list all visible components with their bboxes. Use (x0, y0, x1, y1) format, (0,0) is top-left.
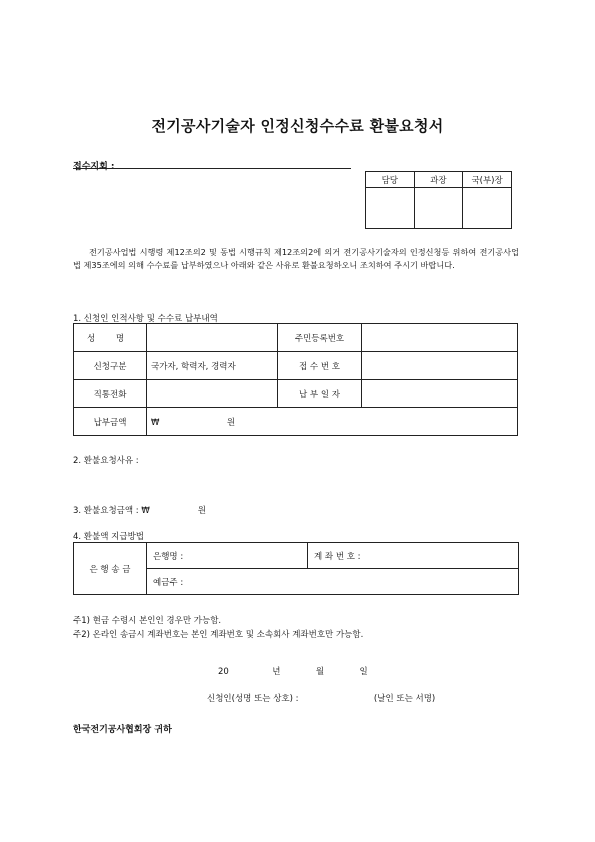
section4-title: 4. 환불액 지급방법 (73, 532, 144, 542)
bank-name-label: 은행명 : (153, 551, 184, 562)
amount-currency: ₩ (151, 417, 160, 428)
date-line (218, 665, 368, 677)
account-number-field[interactable] (308, 543, 519, 569)
receipt-branch-label: 접수지회 : (73, 162, 115, 172)
date-year: 년 (272, 667, 281, 677)
account-holder-field[interactable] (147, 569, 519, 595)
applicant-seal: (날인 또는 서명) (373, 694, 436, 704)
recipient-footer: 한국전기공사협회장 귀하 (73, 725, 172, 735)
page-title: 전기공사기술자 인정신청수수료 환불요청서 (151, 117, 444, 135)
note-2: 주2) 온라인 송금시 계좌번호는 본인 계좌번호 및 소속회사 계좌번호만 가능함. (73, 630, 364, 640)
refund-amount-label: 3. 환불요청금액 : ₩ (73, 506, 150, 516)
payment-date-label: 납 부 일 자 (278, 380, 362, 408)
applicant-label: 신청인(성명 또는 상호) : (207, 694, 299, 704)
amount-label: 납부금액 (74, 408, 147, 436)
amount-unit: 원 (226, 417, 236, 428)
category-label: 신청구분 (74, 352, 147, 380)
section2-title: 2. 환불요청사유 : (73, 456, 139, 466)
receipt-number-label: 접 수 번 호 (278, 352, 362, 380)
date-day: 일 (359, 667, 368, 677)
account-holder-label: 예금주 : (153, 577, 184, 588)
date-month: 월 (315, 667, 325, 677)
refund-amount-unit: 원 (197, 506, 206, 516)
applicant-info-table (73, 323, 518, 436)
approval-header-director: 국(부)장 (463, 172, 512, 188)
approval-header-staff: 담당 (366, 172, 415, 188)
note-1: 주1) 현금 수령시 본인인 경우만 가능함. (73, 616, 222, 626)
section1-title: 1. 신청인 인적사항 및 수수료 납부내역 (73, 314, 218, 324)
refund-method-table (73, 542, 519, 595)
approval-table (365, 171, 512, 229)
phone-label: 직통전화 (74, 380, 147, 408)
amount-field[interactable] (147, 408, 518, 436)
name-label: 성 명 (74, 324, 147, 352)
approval-sign-director[interactable] (463, 188, 512, 229)
resident-number-label: 주민등록번호 (278, 324, 362, 352)
approval-sign-manager[interactable] (414, 188, 463, 229)
category-field[interactable]: 국가자, 학력자, 경력자 (147, 352, 278, 380)
account-number-label: 계 좌 번 호 : (314, 551, 361, 562)
receipt-number-field[interactable] (362, 352, 518, 380)
bank-transfer-label: 은 행 송 금 (74, 543, 147, 595)
phone-field[interactable] (147, 380, 278, 408)
applicant-line (207, 692, 435, 704)
date-year-prefix: 20 (218, 667, 229, 677)
section3-title (73, 504, 206, 516)
approval-header-manager: 과장 (414, 172, 463, 188)
bank-name-field[interactable] (147, 543, 308, 569)
name-field[interactable] (147, 324, 278, 352)
payment-date-field[interactable] (362, 380, 518, 408)
resident-number-field[interactable] (362, 324, 518, 352)
intro-paragraph: 전기공사업법 시행령 제12조의2 및 동법 시행규칙 제12조의2에 의거 전기공사기술자의 인정신청등 위하여 전기공사업법 제35조에의 의해 수수료를 납부하였으나 아래와 같은 사유로 환불요청하오니 조치하여 주시기 바랍니다. (73, 247, 519, 270)
approval-sign-staff[interactable] (366, 188, 415, 229)
receipt-branch-line (73, 168, 351, 169)
